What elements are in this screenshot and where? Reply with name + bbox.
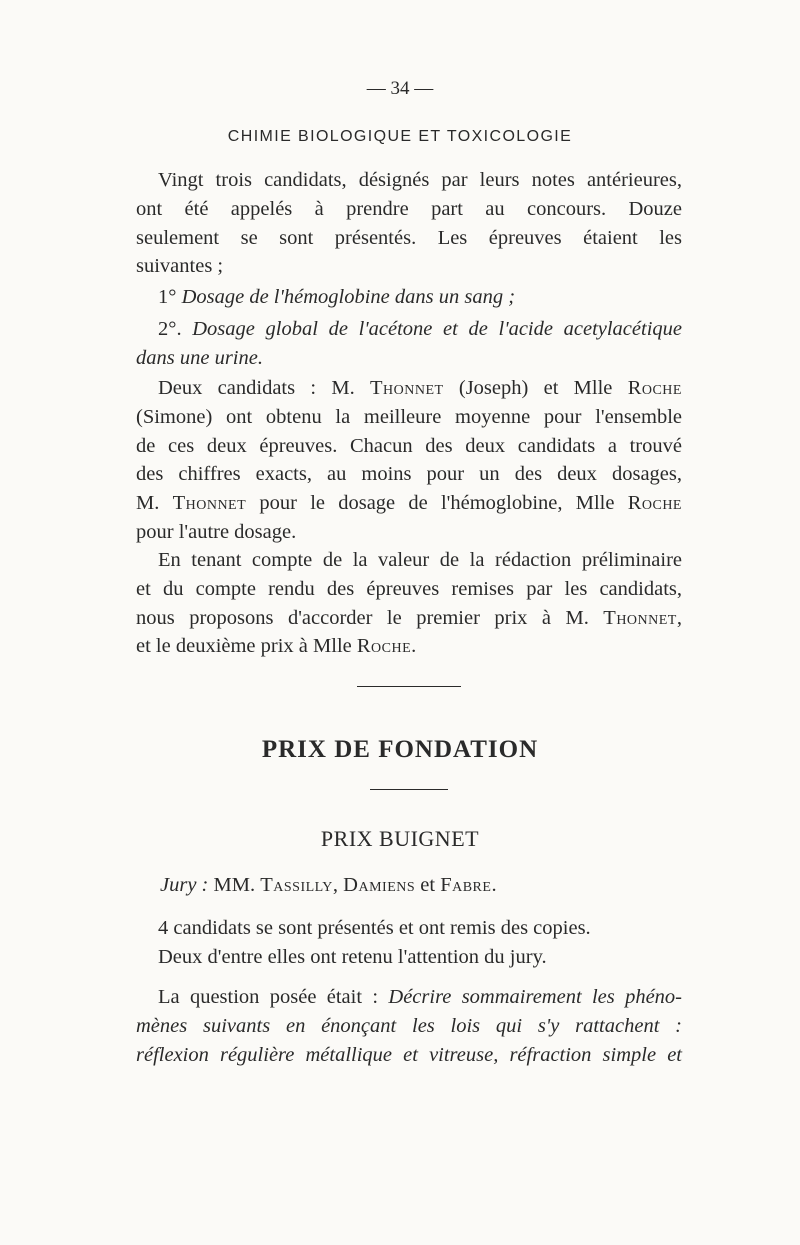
text-run: La question posée était : <box>158 986 389 1008</box>
text-line: (Simone) ont obtenu la meilleure moyenne pour l'ensemble <box>136 405 682 428</box>
page-number: — 34 — <box>366 78 434 99</box>
list-text: dans une urine. <box>136 346 263 369</box>
text-run: et <box>415 874 441 896</box>
text-line: pour l'autre dosage. <box>136 520 297 543</box>
text-run: Deux candidats : M. <box>158 377 370 399</box>
text-line: seulement se sont présentés. Les épreuves étaient les <box>136 226 682 249</box>
jury-line <box>160 874 497 897</box>
text-run: et le deuxième prix à Mlle <box>136 635 357 658</box>
proposal-paragraph <box>136 546 682 661</box>
text-line: des chiffres exacts, au moins pour un des deux dosages, <box>136 463 682 486</box>
text-run: nous proposons d'accorder le premier prix à M. <box>136 606 604 629</box>
text-line: réflexion régulière métallique et vitreuse, réfraction simple et <box>136 1043 682 1066</box>
text-line: Deux d'entre elles ont retenu l'attention du jury. <box>158 945 547 968</box>
list-number: 1° <box>158 286 177 308</box>
divider-rule <box>370 789 448 790</box>
candidates-paragraph <box>136 914 682 972</box>
prix-buignet-title: PRIX BUIGNET <box>320 826 480 851</box>
list-item-1 <box>136 283 682 312</box>
text-line: En tenant compte de la valeur de la rédaction préliminaire <box>158 549 682 571</box>
text-line: de ces deux épreuves. Chacun des deux candidats a trouvé <box>136 434 682 457</box>
text-run: , <box>676 606 682 629</box>
candidate-name: Roche <box>627 492 682 515</box>
text-run: Décrire sommairement les phéno- <box>388 986 683 1008</box>
intro-paragraph <box>136 166 682 281</box>
text-line: 4 candidats se sont présentés et ont remis des copies. <box>158 917 591 939</box>
list-item-2 <box>136 315 682 373</box>
text-line: mènes suivants en énonçant les lois qui s'y rattachent : <box>136 1014 682 1037</box>
text-run: pour le dosage de l'hémoglobine, Mlle <box>246 492 628 515</box>
text-run: MM. <box>208 874 261 896</box>
jury-member: Fabre <box>440 874 492 896</box>
text-run: . <box>411 635 417 658</box>
list-number: 2°. <box>158 318 182 340</box>
text-line: Vingt trois candidats, désignés par leurs notes antérieures, <box>158 169 682 191</box>
candidate-name: Thonnet <box>172 492 247 515</box>
divider-rule <box>357 686 461 687</box>
section-heading: CHIMIE BIOLOGIQUE ET TOXICOLOGIE <box>227 128 573 145</box>
candidate-name: Thonnet <box>603 606 677 629</box>
jury-member: Tassilly <box>260 874 333 896</box>
text-run: , <box>332 874 344 896</box>
text-run: (Joseph) et Mlle <box>443 377 628 399</box>
jury-label: Jury : <box>160 874 209 896</box>
candidate-name: Thonnet <box>370 377 444 399</box>
jury-member: Damiens <box>343 874 416 896</box>
list-text: Dosage global de l'acétone et de l'acide acetylacétique <box>192 318 682 340</box>
text-run: . <box>491 874 497 896</box>
candidate-name: Roche <box>627 377 682 399</box>
text-line: ont été appelés à prendre part au concours. Douze <box>136 197 682 220</box>
question-paragraph <box>136 983 682 1069</box>
results-paragraph <box>136 374 682 547</box>
prix-fondation-title: PRIX DE FONDATION <box>261 736 539 763</box>
text-line: et du compte rendu des épreuves remises par les candidats, <box>136 577 682 600</box>
candidate-name: Roche <box>356 635 412 658</box>
list-text: Dosage de l'hémoglobine dans un sang ; <box>181 286 516 308</box>
text-line: suivantes ; <box>136 255 224 278</box>
text-run: M. <box>136 492 173 515</box>
